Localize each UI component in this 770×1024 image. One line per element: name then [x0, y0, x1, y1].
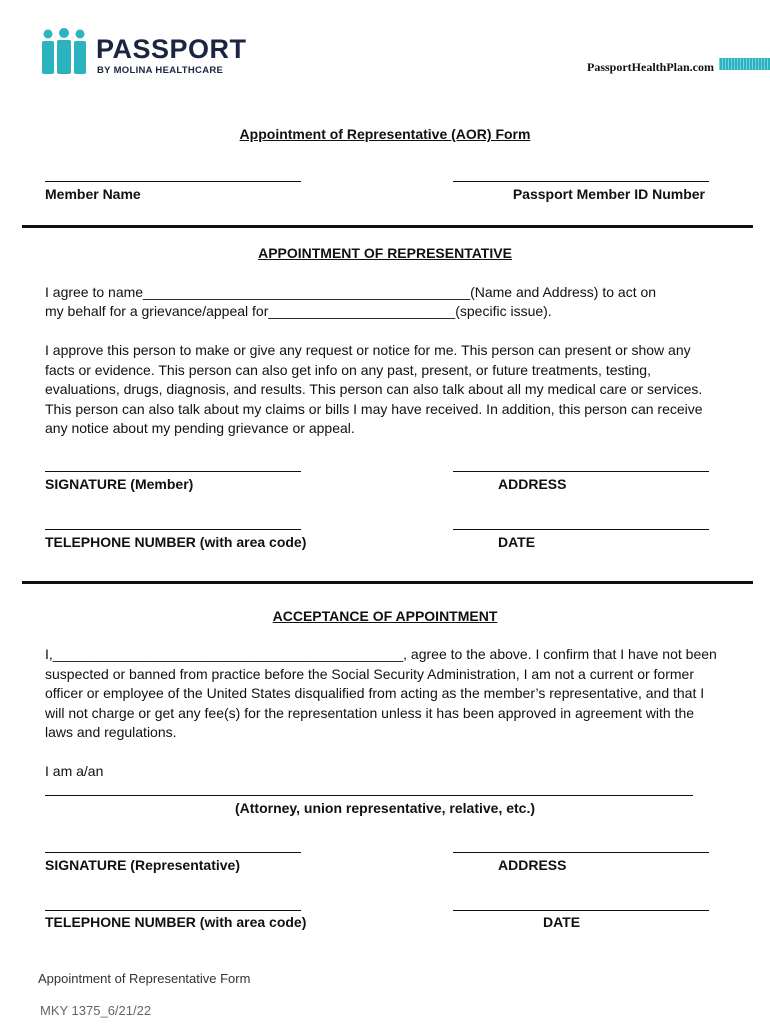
- member-date-line[interactable]: [453, 529, 709, 530]
- member-telephone-label: TELEPHONE NUMBER (with area code): [45, 534, 307, 550]
- acceptance-heading: ACCEPTANCE OF APPOINTMENT: [272, 608, 498, 624]
- role-label: I am a/an: [45, 763, 104, 779]
- agree-line-1: I agree to name__________________________________________(Name and Address) to act on: [45, 284, 657, 300]
- rep-signature-line[interactable]: [45, 852, 301, 853]
- role-line[interactable]: [45, 795, 693, 796]
- rep-signature-label: SIGNATURE (Representative): [45, 857, 241, 873]
- approval-paragraph: I approve this person to make or give any request or notice for me. This person can present or show any facts or evidence. This person can also get info on any past, present, or future treatments, testing, evaluations, drugs, diagnosis, and results. This person can also talk about all my medical care or services. This person can also talk about my claims or bills I may have received. In addition, this person can receive any notice about my pending grievance or appeal.: [45, 342, 703, 436]
- member-name-line[interactable]: [45, 181, 301, 182]
- appointment-heading: APPOINTMENT OF REPRESENTATIVE: [258, 245, 512, 261]
- acceptance-paragraph: I,_____________________________________________, agree to the above. I confirm that I have not been suspected or banned from practice before the Social Security Administration, I am not a current or former officer or employee of the United States disqualified from acting as the member’s representative, and that I will not charge or get any fee(s) for the representation unless it has been approved in agreement with the laws and regulations.: [45, 646, 717, 740]
- member-signature-line[interactable]: [45, 471, 301, 472]
- section-divider-2: [22, 581, 753, 584]
- section-divider: [22, 225, 753, 228]
- logo-subtitle: BY MOLINA HEALTHCARE: [97, 65, 224, 76]
- footer-form-name: Appointment of Representative Form: [38, 971, 251, 986]
- member-address-line[interactable]: [453, 471, 709, 472]
- rep-date-label: DATE: [543, 914, 581, 930]
- member-id-label: Passport Member ID Number: [512, 186, 705, 202]
- member-date-label: DATE: [498, 534, 536, 550]
- member-address-label: ADDRESS: [498, 476, 567, 492]
- rep-telephone-label: TELEPHONE NUMBER (with area code): [45, 914, 307, 930]
- form-title: Appointment of Representative (AOR) Form: [239, 126, 531, 142]
- agree-line-2: my behalf for a grievance/appeal for________________________(specific issue).: [45, 303, 552, 319]
- brand-bar: [719, 58, 770, 70]
- member-id-line[interactable]: [453, 181, 709, 182]
- passport-logo: [40, 28, 247, 80]
- member-name-label: Member Name: [45, 186, 141, 202]
- logo-wordmark: PASSPORT: [96, 34, 247, 64]
- member-telephone-line[interactable]: [45, 529, 301, 530]
- footer-form-code: MKY 1375_6/21/22: [40, 1003, 152, 1018]
- rep-address-line[interactable]: [453, 852, 709, 853]
- role-hint: (Attorney, union representative, relative, etc.): [234, 800, 536, 816]
- people-logo-icon: [40, 28, 94, 76]
- rep-telephone-line[interactable]: [45, 910, 301, 911]
- rep-address-label: ADDRESS: [498, 857, 567, 873]
- website-link[interactable]: PassportHealthPlan.com: [587, 60, 714, 74]
- rep-date-line[interactable]: [453, 910, 709, 911]
- member-signature-label: SIGNATURE (Member): [45, 476, 194, 492]
